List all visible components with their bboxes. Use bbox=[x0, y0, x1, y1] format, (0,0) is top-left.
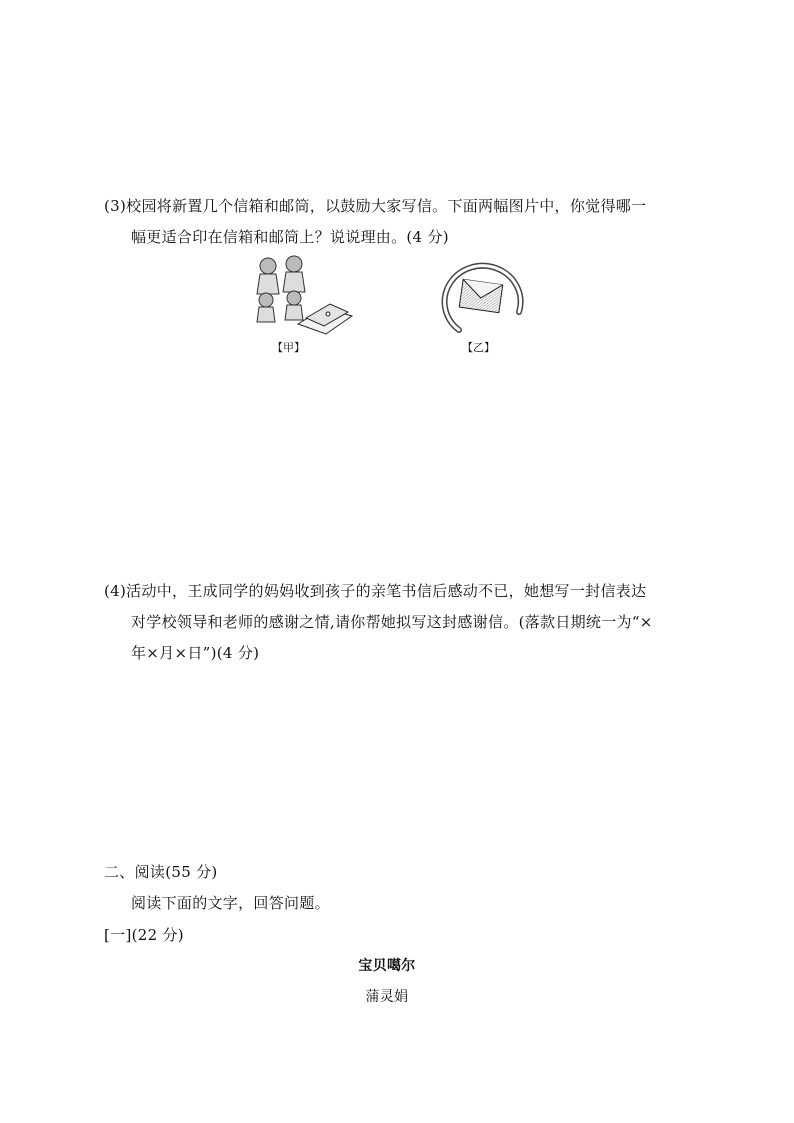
figure-a-caption: 【甲】 bbox=[272, 341, 305, 354]
section-heading: 二、阅读(55 分) bbox=[104, 863, 218, 881]
envelope-logo-icon bbox=[433, 256, 528, 336]
question-4-line-2: 对学校领导和老师的感谢之情,请你帮她拟写这封感谢信。(落款日期统一为“× bbox=[131, 613, 653, 631]
article-author: 蒲灵娟 bbox=[365, 989, 409, 1005]
question-4-line-3: 年×月×日”)(4 分) bbox=[131, 644, 260, 662]
question-3-line-2: 幅更适合印在信箱和邮筒上？说说理由。(4 分) bbox=[131, 228, 449, 246]
question-3-line-1: (3)校园将新置几个信箱和邮筒，以鼓励大家写信。下面两幅图片中，你觉得哪一 bbox=[104, 197, 647, 215]
part-label: [一](22 分) bbox=[104, 926, 184, 944]
question-4-line-1: (4)活动中，王成同学的妈妈收到孩子的亲笔书信后感动不已，她想写一封信表达 bbox=[104, 582, 647, 600]
section-instruction: 阅读下面的文字，回答问题。 bbox=[131, 894, 330, 912]
children-envelopes-illustration bbox=[246, 252, 356, 337]
figure-b-caption: 【乙】 bbox=[462, 341, 495, 354]
article-title: 宝贝噶尔 bbox=[358, 958, 416, 974]
